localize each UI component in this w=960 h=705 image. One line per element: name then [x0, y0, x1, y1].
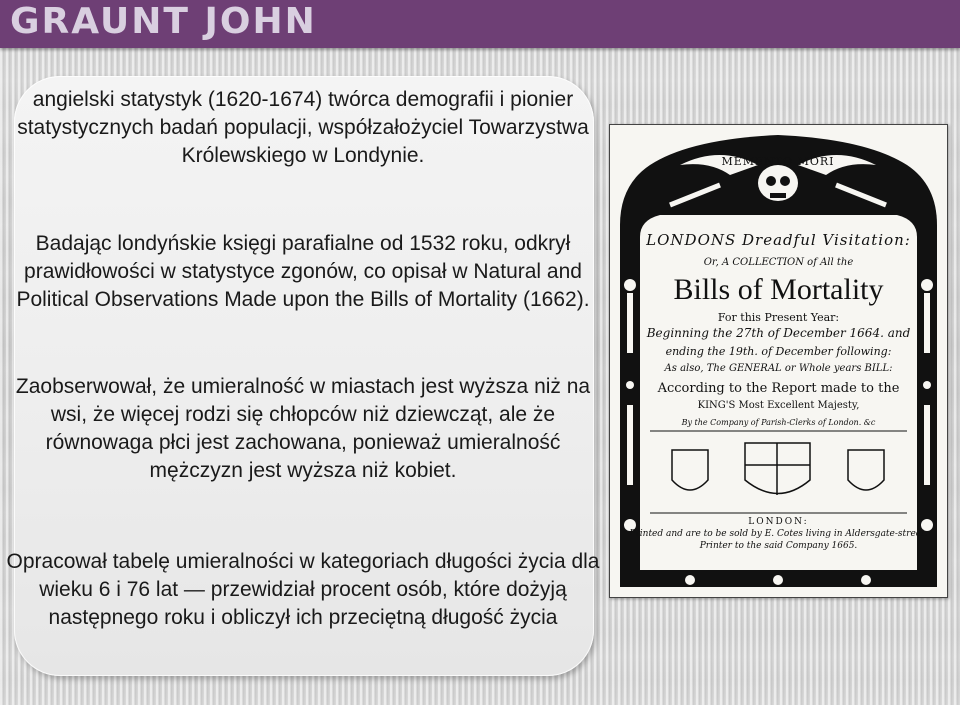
doc-line-london: LONDONS Dreadful Visitation: [646, 231, 911, 249]
doc-line-report: According to the Report made to the [657, 381, 900, 396]
paragraph-mortality-table: Opracował tabelę umieralności w kategoriach długości życia dla wieku 6 i 76 lat — przewidział procent osób, które dożyją następnego roku i obliczył ich przeciętną długość życia [6, 550, 600, 629]
doc-line-ending: ending the 19th. of December following: [665, 345, 892, 358]
paragraph-observations: Zaobserwował, że umieralność w miastach jest wyższa niż na wsi, że więcej rodzi się chłopców niż dziewcząt, ale że równowaga płci jest zachowana, ponieważ umieralność mężczyzn jest wyższa niż kobiet. [15, 375, 591, 482]
paragraph-research: Badając londyńskie księgi parafialne od 1532 roku, odkrył prawidłowości w statystyce zgonów, co opisał w Natural and Political Observations Made upon the Bills of Mortality (1662). [16, 232, 590, 311]
doc-line-imprint-city: LONDON: [748, 517, 809, 527]
doc-line-majesty: KING'S Most Excellent Majesty, [697, 400, 860, 411]
doc-line-beginning: Beginning the 27th of December 1664. and [646, 326, 911, 340]
doc-line-collection: Or, A COLLECTION of All the [703, 257, 854, 268]
doc-line-printed: Printed and are to be sold by E. Cotes living in Aldersgate-street. [629, 529, 928, 539]
title-bar [0, 0, 960, 48]
memento-mori-banner: MEMENTO MORI [721, 155, 835, 168]
slide-title: GRAUNT JOHN [10, 1, 317, 42]
doc-line-company: By the Company of Parish-Clerks of London. &c [681, 418, 876, 427]
doc-line-year: For this Present Year: [717, 311, 840, 324]
doc-line-printer: Printer to the said Company 1665. [699, 541, 858, 551]
bills-of-mortality-image [609, 124, 948, 598]
paragraph-biography: angielski statystyk (1620-1674) twórca demografii i pionier statystycznych badań populacji, współzałożyciel Towarzystwa Królewskiego w Londynie. [17, 88, 589, 167]
doc-line-general: As also, The GENERAL or Whole years BILL: [664, 363, 893, 374]
doc-line-bills: Bills of Mortality [673, 273, 884, 306]
